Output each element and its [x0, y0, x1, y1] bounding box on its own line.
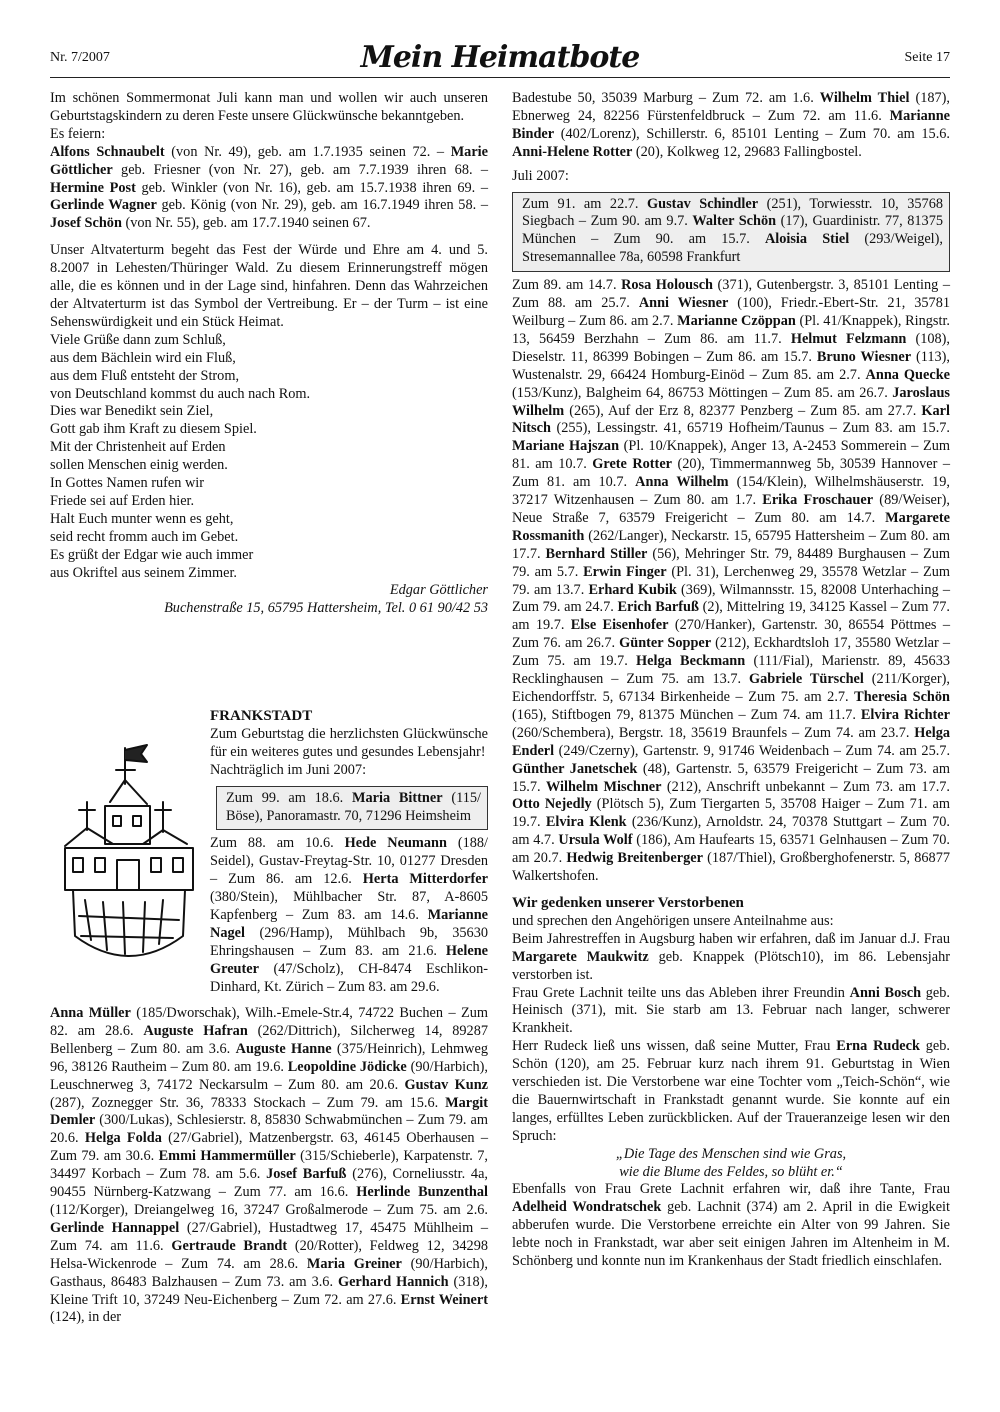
entry-date: Zum 80. am 14.7.	[754, 509, 886, 526]
entry-details: (186), Am Haufearts 15, 63571 Gelnhausen –	[632, 832, 902, 849]
header-rule	[50, 77, 950, 78]
person-name: Grete Rotter	[592, 456, 673, 473]
entry-details: (20), Kolkweg 12, 29683 Fallingbostel.	[632, 143, 862, 160]
poem-line: sollen Menschen einig werden.	[50, 457, 228, 474]
frankstadt-section	[210, 708, 488, 997]
entry-date: Zum 70. am 20.7.	[512, 832, 950, 867]
person-name: Adelheid Wondratschek	[512, 1199, 662, 1216]
entry-details: (27/Gabriel), Hustadtweg 17, 45475 Mühlheim –	[179, 1219, 488, 1236]
entry-date: Zum 80. am 3.6.	[130, 1040, 236, 1057]
person-name: Anna Wilhelm	[635, 474, 729, 491]
person-name: Marianne Nagel	[210, 907, 488, 941]
person-name: Gabriele Türschel	[748, 671, 864, 688]
person-name: Gustav Kunz	[404, 1076, 489, 1093]
entry-date: Zum 83. am 14.6.	[301, 907, 428, 924]
poem-line: von Deutschland kommst du auch nach Rom.	[50, 385, 311, 402]
person-name: Günter Sopper	[619, 635, 712, 652]
poem-line: aus Okriftel aus seinem Zimmer.	[50, 564, 238, 581]
person-name: Anni Bosch	[849, 984, 922, 1001]
person-name: Marianne Binder	[512, 107, 950, 142]
person-name: Ursula Wolf	[558, 832, 633, 849]
person-name: Erich Barfuß	[617, 599, 699, 616]
person-name: Walter Schön	[692, 213, 777, 230]
quote-line-2: wie die Blume des Feldes, so blüht er.“	[619, 1163, 843, 1180]
person-name: Margarete Maukwitz	[512, 948, 649, 965]
section-title-frankstadt: FRANKSTADT	[210, 708, 313, 724]
entry-date: Zum 80. am 17.7.	[512, 527, 950, 562]
entry-date: Zum 79. am 30.6.	[50, 1148, 159, 1165]
entry-details: (89/Weiser), Neue Straße 7, 63579 Freigericht –	[512, 492, 951, 526]
altvater-paragraph: Unser Altvaterturm begeht das Fest der Würde und Ehre am 4. und 5. 8.2007 in Lehesten/Thüringer Wald. Zu diesem Erinnerungstreff mögen alle, die es können und in der Lage sind, hinfahren. Denn das Wahrzeichen der Altvaterturm ist das Symbol der Vertreibung. Er – der Turm – ist eine Sehenswürdigkeit und ein Stück Heimat.	[50, 242, 488, 330]
person-name: Karl Nitsch	[512, 402, 950, 437]
newspaper-title: Mein Heimatbote	[360, 40, 640, 75]
poem-line: Friede sei auf Erden hier.	[50, 492, 195, 509]
entry-date: Zum 79. am 20.6.	[50, 1112, 488, 1147]
entry-date: Zum 73. am 3.6.	[234, 1273, 338, 1290]
entry-details: (262/Langer), Neckarstr. 15, 65795 Hattersheim –	[584, 527, 880, 544]
entry-details: (111/Fial), Marienstr. 89, 45633 Recklinghausen –	[512, 653, 950, 688]
entry-date: Zum 81. am 10.7.	[512, 438, 950, 473]
entry-date: Zum 81. am 10.7.	[512, 474, 636, 491]
entry-date: Zum 70. am 4.7.	[512, 814, 950, 849]
highlight-box-june	[216, 786, 488, 831]
entry-details: (185/Dworschak), Wilh.-Emele-Str.4, 74722 Buchen –	[130, 1005, 461, 1021]
person-name: Maria Greiner	[306, 1255, 402, 1272]
entry-details: (von Nr. 49), geb. am 1.7.1935 seinen 72. –	[164, 143, 451, 160]
entry-date: Zum 72. am 1.6.	[712, 90, 820, 106]
person-name: Erhard Kubik	[588, 581, 677, 598]
entry-details: (153/Kunz), Balgheim 64, 86753 Möttingen –	[512, 384, 784, 401]
person-name: Helga Folda	[84, 1130, 162, 1147]
entry-details: (Pl. 31), Lerchenweg 29, 35578 Wetzlar –	[666, 563, 923, 580]
obituary-bosch	[512, 985, 950, 1039]
person-name: Margarete Rossmanith	[512, 509, 950, 544]
person-name: Bruno Wiesner	[816, 348, 912, 365]
poem-line: Halt Euch munter wenn es geht,	[50, 510, 234, 527]
celebrations-paragraph	[50, 144, 488, 234]
poem-line: Dies war Benedikt sein Ziel,	[50, 403, 214, 420]
signature-address: Buchenstraße 15, 65795 Hattersheim, Tel. 0 61 90/42 53	[164, 600, 488, 617]
entry-date: Zum 90. am 15.7.	[613, 231, 765, 248]
entry-details: (402/Lorenz), Schillerstr. 6, 85101 Lenting –	[554, 125, 840, 142]
entry-date: Zum 83. am 29.6.	[337, 978, 440, 995]
person-name: Gertraude Brandt	[171, 1237, 288, 1254]
entry-details: (287), Zoznegger Str. 36, 78333 Stockach –	[50, 1094, 327, 1111]
entry-date: Zum 86. am 12.6.	[228, 871, 363, 888]
entry-details: (260/Schembera), Bergstr. 18, 35619 Braunfels –	[512, 724, 804, 741]
entry-details: (100), Friedr.-Ebert-Str. 21, 35781 Weilburg –	[512, 295, 951, 329]
entry-details: (165), Stiftbogen 79, 81375 München –	[512, 706, 751, 723]
entry-date: Zum 71. am 19.7.	[512, 796, 950, 831]
entry-date: Zum 86. am 11.7.	[663, 330, 791, 347]
person-name: Marie Göttlicher	[50, 143, 488, 178]
poem-line: seid recht fromm auch im Gebet.	[50, 528, 239, 545]
entry-details: (90/Harbich), Gasthaus, 86483 Balzhausen –	[50, 1255, 488, 1290]
box-entry-date: Zum 99. am 18.6.	[226, 789, 353, 806]
entry-details: (212), Eckhardtsloh 17, 35580 Wetzlar –	[711, 635, 950, 652]
left-column-top	[50, 90, 488, 618]
entry-date: Zum 86. am 15.7.	[706, 348, 817, 365]
entry-details: (17), Guardinistr. 77, 81375 München –	[522, 213, 944, 248]
june-list-below	[50, 1005, 488, 1327]
person-name: Herta Mitterdorfer	[362, 871, 488, 888]
entry-details: (108), Dieselstr. 11, 86399 Bobingen –	[512, 330, 951, 365]
entry-date: Badestube 50, 35039 Marburg –	[512, 90, 713, 106]
entry-date: Zum 80. am 19.6.	[181, 1058, 288, 1075]
obituary-rudeck	[512, 1038, 950, 1145]
poem-line: aus dem Fluß entsteht der Strom,	[50, 367, 240, 384]
person-name: Helga Enderl	[512, 724, 950, 759]
person-name: Auguste Hanne	[235, 1040, 332, 1057]
person-name: Anni-Helene Rotter	[512, 143, 633, 160]
person-name: Hermine Post	[50, 179, 136, 196]
entry-date: Zum 72. am 11.6.	[767, 107, 890, 124]
box-entry-address: (115/ Böse), Panoramastr. 70, 71296 Heimsheim	[226, 789, 481, 824]
person-name: Leopoldine Jödicke	[287, 1058, 407, 1075]
es-feiern: Es feiern:	[50, 125, 106, 142]
obituary-intro: und sprechen den Angehörigen unsere Anteilnahme aus:	[512, 912, 834, 929]
entry-date: Zum 83. am 21.6.	[319, 942, 446, 959]
entry-date: Zum 74. am 11.6.	[50, 1237, 172, 1254]
entry-details: (48), Gartenstr. 5, 63579 Freigericht –	[637, 760, 877, 777]
person-name: Anna Quecke	[865, 366, 950, 383]
person-name: Elvira Richter	[860, 706, 950, 723]
person-name: Rosa Holousch	[621, 277, 713, 294]
entry-date: Zum 70. am 15.6.	[839, 125, 951, 142]
entry-details: (Pl. 41/Knappek), Ringstr. 13, 56459 Berzhahn –	[512, 312, 950, 347]
poem-line: Mit der Christenheit auf Erden	[50, 439, 226, 456]
poem-line: Es grüßt der Edgar wie auch immer	[50, 546, 254, 563]
person-name: Gerlinde Hannappel	[50, 1219, 180, 1236]
entry-date: Zum 75. am 19.7.	[512, 653, 637, 670]
entry-details: (296/Hamp), Mühlbach 9b, 35630 Ehringshausen –	[210, 924, 488, 959]
person-name: Gustav Schindler	[647, 195, 759, 212]
june-list-continued	[50, 1005, 488, 1327]
obit-text: Ebenfalls von Frau Grete Lachnit erfahren wir, daß ihre Tante, Frau	[512, 1181, 950, 1198]
poem-line: In Gottes Namen rufen wir	[50, 475, 205, 492]
entry-date: Zum 74. am 25.7.	[845, 742, 951, 759]
entry-date: Zum 79. am 13.7.	[512, 563, 950, 598]
entry-details: (300/Lukas), Schlesierstr. 8, 85830 Schwabmünchen –	[95, 1112, 418, 1129]
entry-details: geb. Winkler (von Nr. 16), geb. am 15.7.1938 ihren 69. –	[135, 179, 488, 196]
entry-details: (255), Lessingstr. 41, 65719 Hofheim/Taunus –	[550, 420, 843, 437]
entry-date: Zum 83. am 15.7.	[842, 420, 951, 437]
entry-date: Zum 76. am 26.7.	[512, 635, 620, 652]
entry-details: (211/Korger), Eichendorffstr. 5, 67134 Birkenheide –	[512, 671, 950, 705]
entry-details: (262/Dittrich), Silcherweg 14, 89287 Bellenberg –	[50, 1022, 488, 1057]
person-name: Helga Beckmann	[636, 653, 746, 670]
entry-date: Zum 74. am 28.6.	[181, 1255, 307, 1272]
entry-details: (113), Wustenalstr. 29, 66424 Homburg-Einöd –	[512, 348, 950, 383]
obit-text: geb. Lachnit (374) am 2. April in die Ewigkeit abberufen wurde. Die Verstorbene erreichte ein Alter von 99 Jahren. Sie lebte noch in Frankstadt, war aber seit einigen Jahren im Altenheim in M. Schönberg und konnte nun im Krankenhaus der Stadt friedlich einschlafen.	[512, 1199, 950, 1270]
entry-details: (Plötsch 5), Zum Tiergarten 5, 35708 Haiger –	[591, 796, 878, 813]
person-name: Erika Froschauer	[762, 492, 874, 509]
person-name: Josef Schön	[50, 215, 122, 232]
person-name: Auguste Hafran	[143, 1022, 248, 1039]
box-entry-name: Maria Bittner	[352, 789, 443, 806]
entry-date: Zum 75. am 13.7.	[626, 671, 749, 688]
poem-line: Gott gab ihm Kraft zu diesem Spiel.	[50, 421, 257, 438]
obituary-maukwitz	[512, 931, 950, 985]
entry-date: Zum 91. am 22.7.	[522, 195, 648, 212]
entry-date: Zum 73. am 17.7.	[842, 778, 950, 795]
person-name: Erna Rudeck	[836, 1038, 920, 1055]
entry-date: Zum 82. am 28.6.	[50, 1005, 488, 1039]
person-name: Josef Barfuß	[266, 1166, 347, 1183]
entry-date: Zum 85. am 26.7.	[783, 384, 893, 401]
entry-date: Zum 90. am 9.7.	[590, 213, 693, 230]
person-name: Anna Müller	[50, 1005, 131, 1021]
quote-line-1: „Die Tage des Menschen sind wie Gras,	[615, 1145, 847, 1162]
entry-date: Zum 74. am 11.7.	[750, 706, 861, 723]
entry-details: (20), Timmermannweg 5b, 30539 Hannover –	[672, 456, 950, 473]
person-name: Helene Greuter	[210, 942, 488, 977]
entry-details: (124), in der	[50, 1309, 122, 1326]
entry-details: (47/Scholz), CH-8474 Eschlikon-Dinhard, Kt. Zürich –	[210, 960, 488, 995]
juli-label: Juli 2007:	[512, 167, 569, 184]
entry-date: Zum 78. am 5.6.	[159, 1166, 267, 1183]
entry-date: Zum 74. am 23.7.	[803, 724, 915, 741]
entry-details: (27/Gabriel), Matzenbergstr. 63, 46145 Oberhausen –	[161, 1130, 488, 1147]
person-name: Gerhard Hannich	[337, 1273, 449, 1290]
poem-line: aus dem Bächlein wird ein Fluß,	[50, 349, 236, 366]
entry-details: (56), Mehringer Str. 79, 84489 Burghausen –	[647, 545, 923, 562]
entry-details: (188/ Seidel), Gustav-Freytag-Str. 10, 01277 Dresden –	[210, 835, 489, 888]
frankstadt-intro: Zum Geburtstag die herzlichsten Glückwünsche für ein weiteres gutes und gesundes Lebensjahr!	[210, 725, 488, 760]
entry-date: Zum 79. am 5.7.	[512, 545, 950, 580]
entry-date: Zum 77. am 19.7.	[512, 599, 950, 634]
entry-details: (2), Mittelring 19, 34125 Kassel –	[698, 599, 902, 616]
july-list	[512, 277, 950, 886]
person-name: Otto Nejedly	[512, 796, 592, 813]
obit-text: geb. Knappek (Plötsch10), im 86. Lebensjahr verstorben ist.	[512, 948, 950, 983]
entry-details: (270/Hanker), Gartenstr. 30, 86554 Pöttmes –	[668, 617, 950, 634]
entry-date: Zum 88. am 10.6.	[210, 835, 345, 852]
person-name: Günther Janetschek	[512, 760, 638, 777]
issue-number: Nr. 7/2007	[50, 50, 110, 65]
person-name: Hede Neumann	[344, 835, 447, 852]
entry-details: (276), Corneliusstr. 4a, 90455 Nürnberg-Katzwang –	[50, 1166, 488, 1201]
entry-date: Zum 79. am 15.6.	[326, 1094, 446, 1111]
entry-details: (236/Kunz), Arnoldstr. 24, 70378 Stuttgart –	[626, 814, 900, 831]
person-name: Elvira Klenk	[545, 814, 627, 831]
poem	[50, 332, 488, 583]
page-header	[50, 40, 950, 80]
right-column	[512, 90, 950, 1271]
intro-text: Im schönen Sommermonat Juli kann man und wollen wir auch unseren Geburtstagskindern zu deren Feste unsere Glückwünsche bekanntgeben.	[50, 90, 488, 124]
castle-drawing	[55, 740, 203, 970]
person-name: Wilhelm Mischner	[545, 778, 662, 795]
person-name: Emmi Hammermüller	[158, 1148, 296, 1165]
entry-date: Zum 73. am 15.7.	[512, 760, 950, 795]
entry-details: (375/Heinrich), Lehmweg 96, 38126 Rautheim –	[50, 1040, 488, 1075]
person-name: Marianne Czöppan	[677, 312, 796, 329]
entry-date: Zum 85. am 2.7.	[761, 366, 866, 383]
highlight-box-july	[512, 192, 950, 273]
entry-details: (369), Wilmannsstr. 15, 82008 Unterhaching –	[676, 581, 951, 598]
obit-text: Beim Jahrestreffen in Augsburg haben wir erfahren, daß im Januar d.J. Frau	[512, 930, 950, 947]
entry-details: (293/Weigel), Stresemannallee 78a, 60598 Frankfurt	[522, 231, 943, 266]
entry-date: Zum 89. am 14.7.	[512, 277, 622, 294]
entry-date: Zum 79. am 24.7.	[512, 599, 618, 616]
entry-details: (212), Anschrift unbekannt –	[661, 778, 843, 795]
person-name: Ernst Weinert	[400, 1291, 488, 1308]
obituary-wondratschek	[512, 1181, 950, 1271]
person-name: Erwin Finger	[583, 563, 667, 580]
person-name: Wilhelm Thiel	[819, 90, 910, 106]
person-name: Herlinde Bunzenthal	[356, 1184, 488, 1201]
entry-details: (187), Ebnerweg 24, 82256 Fürstenfeldbruck –	[512, 90, 950, 124]
obit-text: Frau Grete Lachnit teilte uns das Ableben ihrer Freundin	[512, 984, 850, 1001]
entry-details: (154/Klein), Wilhelmshäuserstr. 19, 37217 Witzenhausen –	[512, 474, 950, 509]
entry-details: (187/Thiel), Großberghofenerstr. 5, 86877 Walkertshofen.	[512, 850, 951, 885]
person-name: Jaroslaus Wilhelm	[512, 384, 950, 419]
signature-name: Edgar Göttlicher	[389, 582, 488, 599]
obit-text: geb. Heinisch (371), mit. Sie starb am 13. Februar nach langer, schwerer Krankheit.	[512, 984, 951, 1037]
entry-date: Zum 80. am 1.7.	[653, 492, 763, 509]
entry-date: Zum 80. am 20.6.	[288, 1076, 405, 1093]
person-name: Anni Wiesner	[638, 295, 729, 312]
entry-details: geb. Friesner (von Nr. 27), geb. am 7.7.1939 ihren 68. –	[112, 161, 488, 178]
entry-details: (315/Schieberle), Karpatenstr. 7, 34497 Korbach –	[50, 1148, 488, 1183]
entry-details: (265), Auf der Erz 8, 82377 Penzberg –	[564, 402, 811, 419]
entry-details: (251), Torwiesstr. 10, 35768 Siegbach –	[522, 195, 943, 230]
nachtraeglich-label: Nachträglich im Juni 2007:	[210, 761, 367, 778]
obituary-heading: Wir gedenken unserer Verstorbenen	[512, 894, 744, 911]
person-name: Else Eisenhofer	[570, 617, 669, 634]
entry-details: geb. König (von Nr. 29), geb. am 16.7.1949 ihren 58. –	[156, 197, 488, 214]
person-name: Helmut Felzmann	[790, 330, 907, 347]
entry-date: Zum 75. am 2.7.	[748, 689, 855, 705]
entry-details: (249/Czerny), Gartenstr. 9, 91746 Weidenbach –	[554, 742, 846, 759]
person-name: Alfons Schnaubelt	[50, 143, 165, 160]
person-name: Theresia Schön	[854, 689, 950, 705]
entry-details: (112/Korger), Dreiangelweg 16, 37247 Großalmerode –	[50, 1201, 387, 1218]
entry-details: (von Nr. 55), geb. am 17.7.1940 seinen 67.	[121, 215, 371, 232]
entry-date: Zum 77. am 16.6.	[233, 1184, 357, 1201]
person-name: Mariane Hajszan	[512, 438, 620, 455]
person-name: Bernhard Stiller	[545, 545, 648, 562]
entry-details: (371), Gutenbergstr. 3, 85101 Lenting –	[713, 277, 950, 294]
entry-date: Zum 86. am 2.7.	[578, 312, 678, 329]
entry-date: Zum 85. am 27.7.	[810, 402, 922, 419]
entry-date: Zum 75. am 2.6.	[386, 1201, 488, 1218]
entry-date: Zum 88. am 25.7.	[512, 295, 639, 312]
entry-details: (Pl. 10/Knappek), Anger 13, A-2453 Sommerein –	[619, 438, 923, 455]
june-list-end	[512, 90, 950, 162]
entry-details: (90/Harbich), Leuschnerweg 3, 74172 Neckarsulm –	[50, 1058, 488, 1093]
person-name: Gerlinde Wagner	[50, 197, 157, 214]
obit-text: Herr Rudeck ließ uns wissen, daß seine Mutter, Frau	[512, 1038, 837, 1055]
obit-text: geb. Schön (120), am 25. Februar kurz nach ihrem 91. Geburtstag in Wien verschieden ist. Die Verstorbene war eine Tochter vom „Teich-Schön“, wie die Bauernwirtschaft in Frankstadt genannt wurde. Sie konnte auf ein langes, erfülltes Leben zurückblicken. Auf der Traueranzeige lesen wir den Spruch:	[512, 1038, 950, 1144]
entry-details: (380/Stein), Mühlbacher Str. 87, A-8605 Kapfenberg –	[210, 889, 488, 924]
page-number: Seite 17	[904, 50, 950, 65]
entry-details: (20/Rotter), Feldweg 12, 34298 Helsa-Wickenrode –	[50, 1237, 489, 1272]
entry-details: (318), Kleine Trift 10, 37249 Neu-Eichenberg –	[50, 1273, 488, 1308]
poem-line: Viele Grüße dann zum Schluß,	[50, 331, 226, 348]
june-list-beside	[210, 835, 488, 996]
person-name: Hedwig Breitenberger	[566, 850, 703, 867]
entry-date: Zum 72. am 27.6.	[292, 1291, 401, 1308]
person-name: Aloisia Stiel	[764, 231, 850, 248]
person-name: Margit Demler	[50, 1094, 488, 1129]
